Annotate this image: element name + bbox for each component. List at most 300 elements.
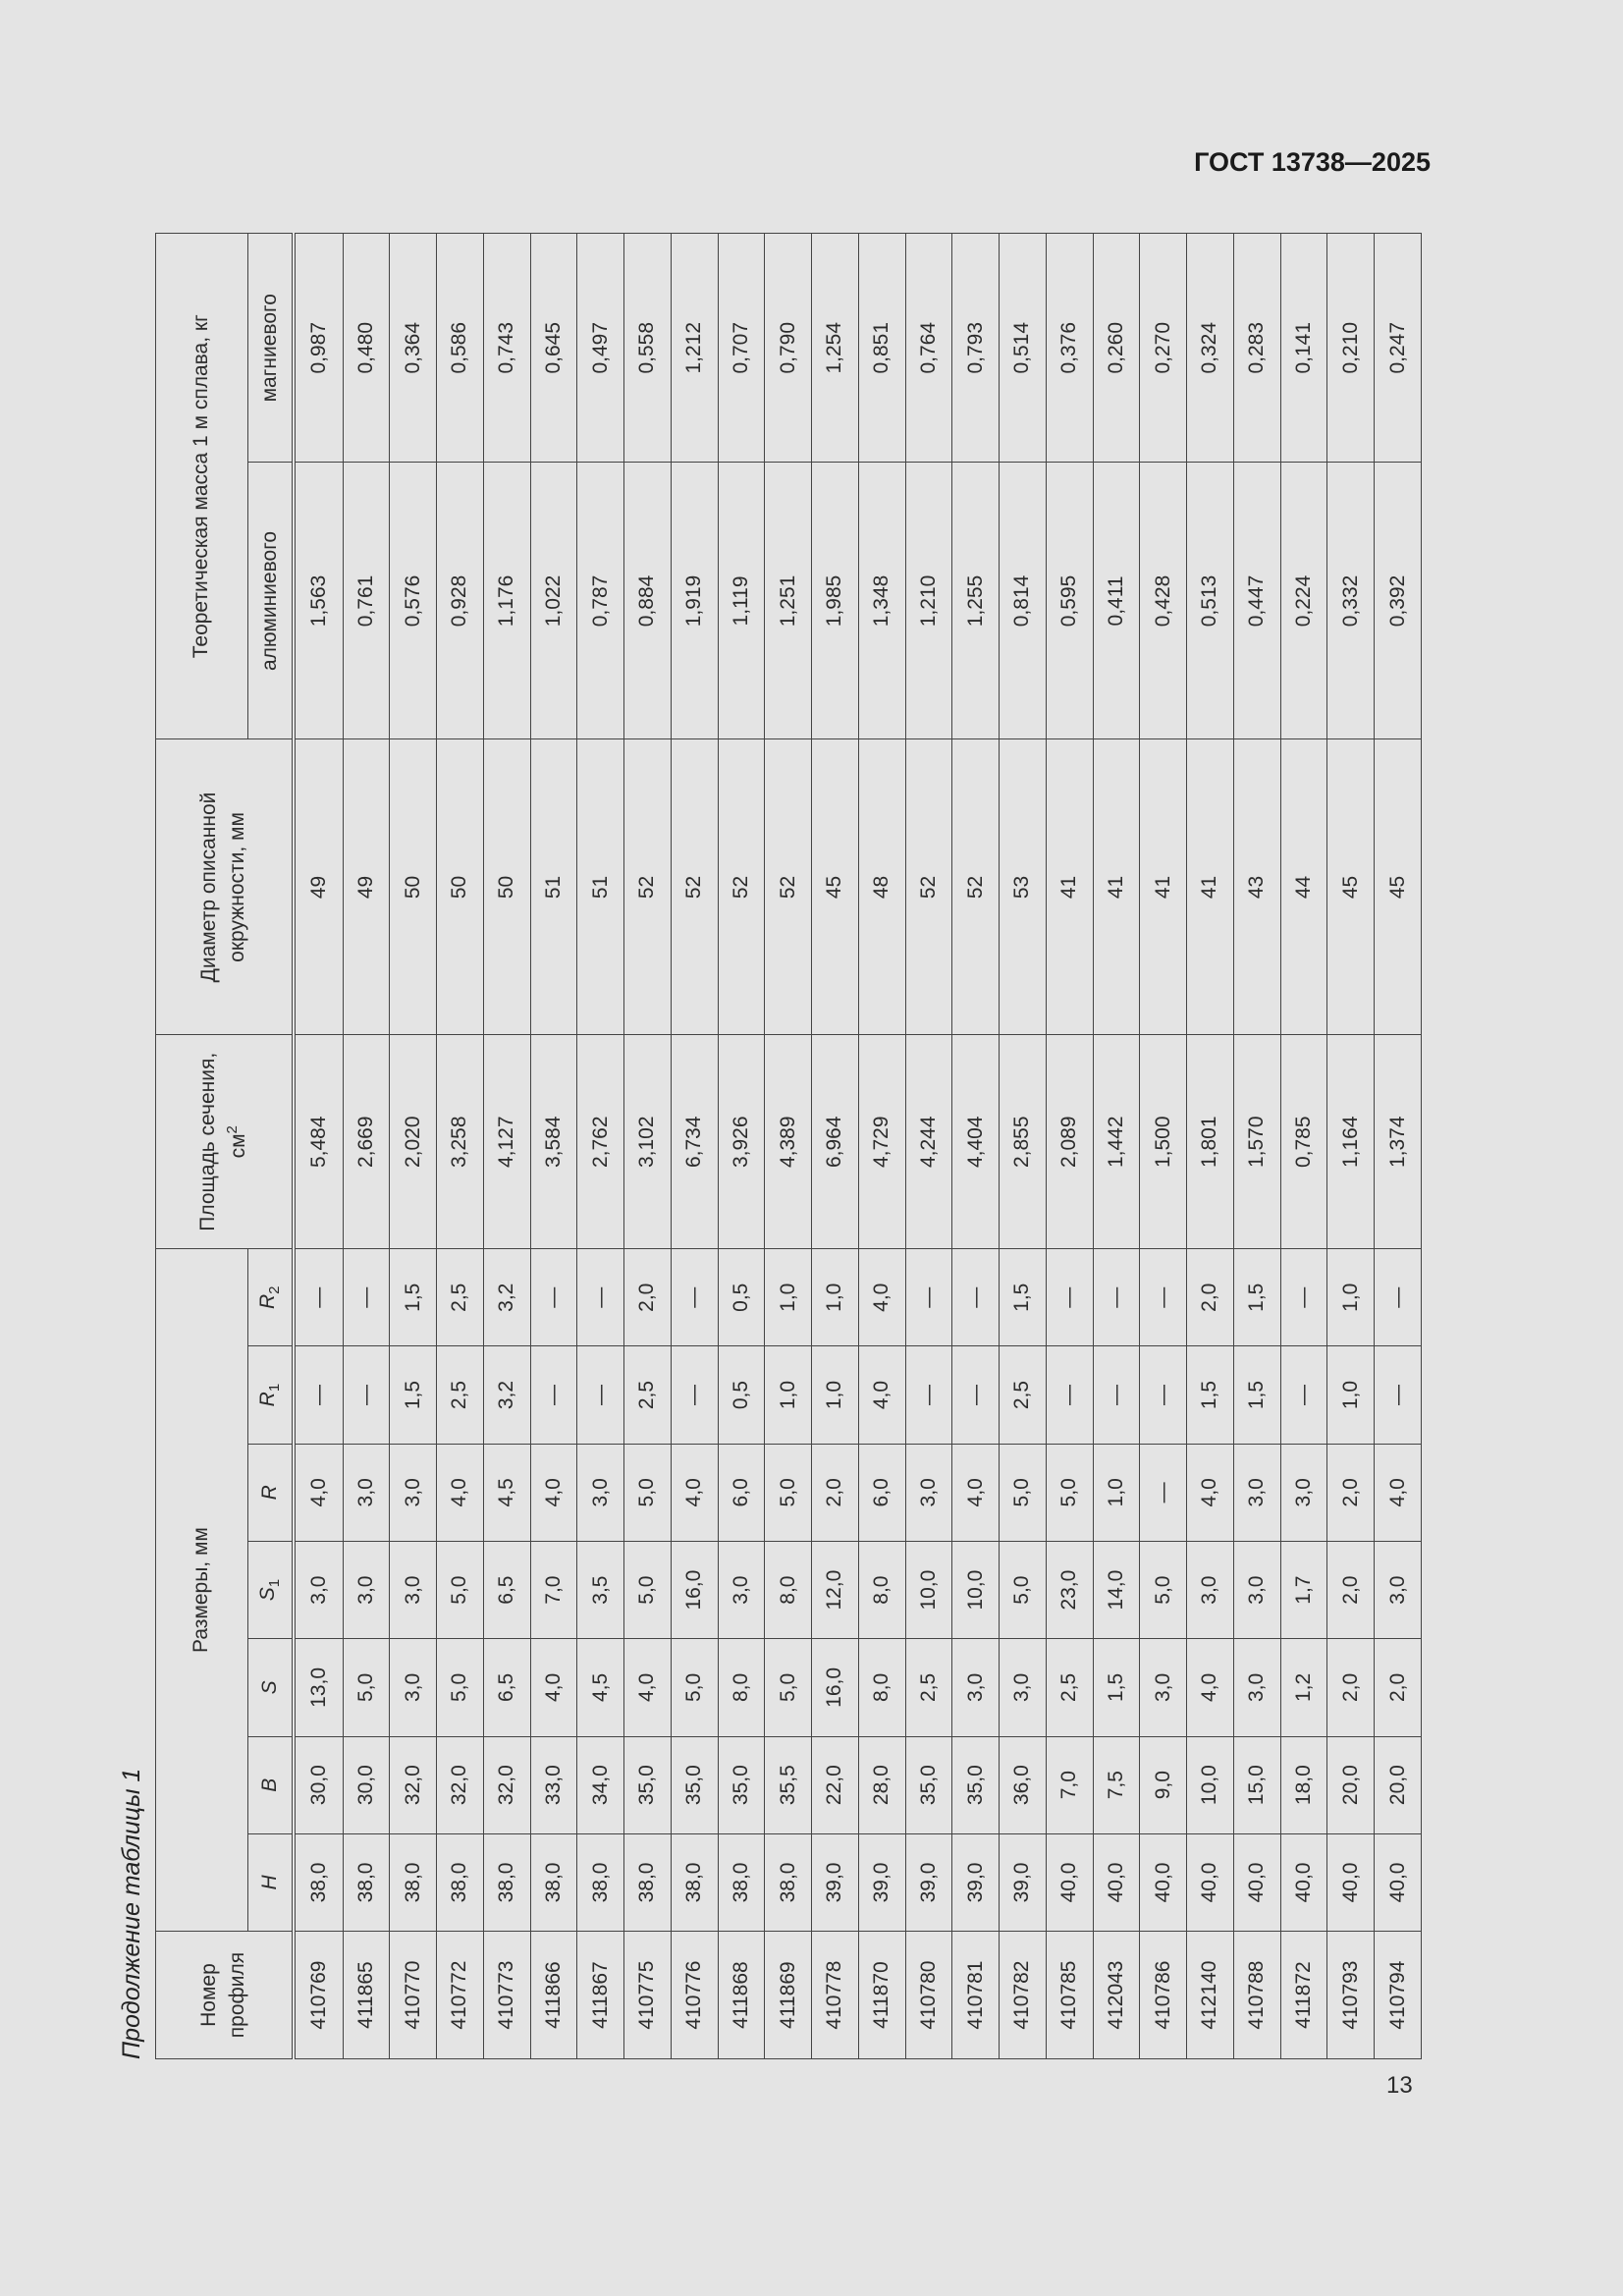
cell-S: 5,0 [765,1639,812,1736]
cell-S: 4,0 [624,1639,672,1736]
cell-H: 40,0 [1093,1833,1140,1931]
cell-S: 2,5 [1046,1639,1093,1736]
cell-mass-al: 1,022 [530,463,577,739]
cell-mass-al: 0,928 [437,463,484,739]
cell-R2: 3,2 [483,1249,530,1346]
cell-R1: — [671,1346,718,1444]
cell-S: 13,0 [294,1639,344,1736]
cell-B: 32,0 [390,1736,437,1833]
cell-R: 4,0 [671,1444,718,1541]
cell-B: 30,0 [294,1736,344,1833]
cell-R1: 2,5 [1000,1346,1047,1444]
cell-S1: 1,7 [1280,1541,1327,1638]
cell-R2: — [1140,1249,1187,1346]
cell-area: 4,389 [765,1035,812,1249]
cell-H: 39,0 [858,1833,905,1931]
cell-S: 3,0 [1233,1639,1280,1736]
cell-R2: 0,5 [718,1249,765,1346]
table-row [812,234,859,2059]
cell-profile: 410793 [1327,1932,1375,2059]
cell-profile: 410785 [1046,1932,1093,2059]
rotated-table-region [108,223,1426,2059]
cell-mass-al: 1,563 [294,463,344,739]
cell-B: 10,0 [1187,1736,1234,1833]
cell-mass-al: 1,210 [905,463,952,739]
cell-mass-al: 1,176 [483,463,530,739]
table-row [905,234,952,2059]
cell-S1: 16,0 [671,1541,718,1638]
cell-S1: 10,0 [905,1541,952,1638]
cell-R2: 2,5 [437,1249,484,1346]
table-body [294,234,1422,2059]
cell-B: 35,0 [905,1736,952,1833]
cell-area: 3,102 [624,1035,672,1249]
cell-area: 4,244 [905,1035,952,1249]
cell-R1: — [905,1346,952,1444]
cell-diameter: 45 [1375,739,1422,1035]
cell-S: 3,0 [1140,1639,1187,1736]
cell-profile: 412043 [1093,1932,1140,2059]
cell-mass-mg: 0,376 [1046,234,1093,463]
cell-mass-al: 0,513 [1187,463,1234,739]
cell-B: 15,0 [1233,1736,1280,1833]
cell-H: 39,0 [812,1833,859,1931]
cell-area: 1,500 [1140,1035,1187,1249]
cell-diameter: 44 [1280,739,1327,1035]
cell-area: 1,374 [1375,1035,1422,1249]
profiles-table [155,233,1422,2059]
cell-area: 2,855 [1000,1035,1047,1249]
cell-S1: 8,0 [858,1541,905,1638]
header-area-sup: 2 [223,1125,241,1134]
cell-R: 4,0 [952,1444,1000,1541]
cell-B: 30,0 [343,1736,390,1833]
cell-area: 2,762 [577,1035,624,1249]
cell-R: 2,0 [812,1444,859,1541]
cell-R: 3,0 [577,1444,624,1541]
cell-mass-mg: 0,586 [437,234,484,463]
cell-mass-al: 1,251 [765,463,812,739]
cell-R: 5,0 [624,1444,672,1541]
table-row [1327,234,1375,2059]
cell-profile: 410778 [812,1932,859,2059]
cell-mass-al: 0,761 [343,463,390,739]
cell-profile: 410773 [483,1932,530,2059]
cell-H: 38,0 [765,1833,812,1931]
cell-R: 6,0 [858,1444,905,1541]
cell-area: 4,404 [952,1035,1000,1249]
cell-B: 32,0 [437,1736,484,1833]
cell-B: 9,0 [1140,1736,1187,1833]
cell-area: 2,020 [390,1035,437,1249]
cell-S1: 7,0 [530,1541,577,1638]
cell-R1: 1,0 [765,1346,812,1444]
cell-B: 35,5 [765,1736,812,1833]
cell-area: 2,089 [1046,1035,1093,1249]
cell-area: 6,734 [671,1035,718,1249]
cell-profile: 410788 [1233,1932,1280,2059]
cell-R1: 2,5 [624,1346,672,1444]
cell-mass-mg: 0,480 [343,234,390,463]
cell-area: 1,442 [1093,1035,1140,1249]
header-dimensions: Размеры, мм [156,1249,248,1932]
cell-S1: 3,5 [577,1541,624,1638]
table-row [1046,234,1093,2059]
cell-S: 2,5 [905,1639,952,1736]
table-row [483,234,530,2059]
cell-R2: — [952,1249,1000,1346]
cell-diameter: 41 [1046,739,1093,1035]
cell-R1: 4,0 [858,1346,905,1444]
cell-mass-al: 0,787 [577,463,624,739]
cell-profile: 411872 [1280,1932,1327,2059]
cell-S: 3,0 [952,1639,1000,1736]
cell-H: 38,0 [390,1833,437,1931]
header-col-S1-letter: S [256,1587,280,1602]
cell-diameter: 41 [1093,739,1140,1035]
table-row [577,234,624,2059]
cell-R: 4,0 [1187,1444,1234,1541]
cell-S: 4,0 [530,1639,577,1736]
standard-code: ГОСТ 13738—2025 [1194,147,1431,177]
header-profile-number: Номер профиля [156,1932,294,2059]
cell-R1: — [1046,1346,1093,1444]
table-row [858,234,905,2059]
cell-S: 3,0 [1000,1639,1047,1736]
cell-diameter: 50 [483,739,530,1035]
cell-S: 2,0 [1375,1639,1422,1736]
cell-H: 39,0 [905,1833,952,1931]
cell-B: 32,0 [483,1736,530,1833]
cell-R1: 1,5 [390,1346,437,1444]
cell-area: 4,729 [858,1035,905,1249]
cell-B: 20,0 [1327,1736,1375,1833]
cell-R1: 1,0 [812,1346,859,1444]
cell-R2: 2,0 [1187,1249,1234,1346]
cell-R2: — [1280,1249,1327,1346]
cell-S: 1,2 [1280,1639,1327,1736]
table-row [765,234,812,2059]
cell-S1: 3,0 [1233,1541,1280,1638]
cell-S: 5,0 [343,1639,390,1736]
cell-mass-al: 1,919 [671,463,718,739]
cell-R2: — [343,1249,390,1346]
table-row [1280,234,1327,2059]
cell-area: 3,926 [718,1035,765,1249]
cell-B: 28,0 [858,1736,905,1833]
cell-R: 3,0 [1280,1444,1327,1541]
cell-R: 4,0 [1375,1444,1422,1541]
cell-B: 35,0 [671,1736,718,1833]
cell-profile: 411865 [343,1932,390,2059]
cell-mass-al: 0,224 [1280,463,1327,739]
cell-R: 3,0 [343,1444,390,1541]
cell-S1: 3,0 [343,1541,390,1638]
cell-B: 35,0 [718,1736,765,1833]
table-row [530,234,577,2059]
table-row [1093,234,1140,2059]
header-diameter: Диаметр описанной окружности, мм [156,739,294,1035]
cell-area: 1,570 [1233,1035,1280,1249]
cell-R2: 1,0 [1327,1249,1375,1346]
cell-H: 38,0 [718,1833,765,1931]
header-area-text: Площадь сечения, см [196,1052,249,1231]
header-mass-mg: магниевого [248,234,294,463]
cell-R2: — [671,1249,718,1346]
cell-diameter: 52 [624,739,672,1035]
cell-profile: 410772 [437,1932,484,2059]
cell-R: 2,0 [1327,1444,1375,1541]
cell-area: 5,484 [294,1035,344,1249]
cell-R2: — [1046,1249,1093,1346]
cell-H: 40,0 [1187,1833,1234,1931]
cell-H: 38,0 [530,1833,577,1931]
cell-R2: 1,0 [812,1249,859,1346]
table-row [1000,234,1047,2059]
header-mass-al: алюминиевого [248,463,294,739]
cell-S: 16,0 [812,1639,859,1736]
table-row [294,234,344,2059]
cell-S: 1,5 [1093,1639,1140,1736]
cell-B: 7,5 [1093,1736,1140,1833]
cell-area: 0,785 [1280,1035,1327,1249]
cell-diameter: 52 [952,739,1000,1035]
cell-R: 5,0 [1000,1444,1047,1541]
cell-S1: 8,0 [765,1541,812,1638]
header-col-R1-letter: R [256,1392,280,1407]
cell-mass-mg: 0,790 [765,234,812,463]
cell-R1: 1,0 [1327,1346,1375,1444]
header-col-R1-sub: 1 [266,1383,284,1393]
cell-S1: 3,0 [1187,1541,1234,1638]
cell-S1: 23,0 [1046,1541,1093,1638]
cell-diameter: 52 [671,739,718,1035]
cell-B: 34,0 [577,1736,624,1833]
header-col-S1-sub: 1 [266,1578,284,1588]
cell-mass-al: 1,255 [952,463,1000,739]
cell-H: 40,0 [1375,1833,1422,1931]
cell-profile: 410786 [1140,1932,1187,2059]
cell-H: 40,0 [1233,1833,1280,1931]
cell-mass-mg: 0,987 [294,234,344,463]
header-mass: Теоретическая масса 1 м сплава, кг [156,234,248,739]
cell-R1: — [1140,1346,1187,1444]
cell-S1: 14,0 [1093,1541,1140,1638]
cell-mass-mg: 0,743 [483,234,530,463]
cell-R2: 2,0 [624,1249,672,1346]
cell-mass-al: 0,411 [1093,463,1140,739]
cell-mass-mg: 0,645 [530,234,577,463]
cell-R: 5,0 [765,1444,812,1541]
header-col-R: R [248,1444,294,1541]
cell-R: 4,0 [294,1444,344,1541]
table-caption: Продолжение таблицы 1 [118,1768,145,2059]
header-col-H: H [248,1833,294,1931]
cell-R1: 3,2 [483,1346,530,1444]
cell-R2: — [530,1249,577,1346]
cell-area: 1,164 [1327,1035,1375,1249]
cell-R2: 1,5 [390,1249,437,1346]
cell-mass-al: 0,576 [390,463,437,739]
cell-S1: 12,0 [812,1541,859,1638]
table-row [437,234,484,2059]
table-row [1233,234,1280,2059]
cell-diameter: 50 [390,739,437,1035]
cell-S: 5,0 [437,1639,484,1736]
cell-R: — [1140,1444,1187,1541]
table-row [390,234,437,2059]
cell-S1: 3,0 [390,1541,437,1638]
cell-diameter: 52 [718,739,765,1035]
cell-R: 5,0 [1046,1444,1093,1541]
cell-S: 5,0 [671,1639,718,1736]
cell-mass-al: 0,595 [1046,463,1093,739]
cell-R1: — [1093,1346,1140,1444]
cell-profile: 410782 [1000,1932,1047,2059]
table-row [1187,234,1234,2059]
cell-B: 7,0 [1046,1736,1093,1833]
cell-area: 1,801 [1187,1035,1234,1249]
table-row [624,234,672,2059]
cell-diameter: 49 [343,739,390,1035]
cell-B: 22,0 [812,1736,859,1833]
cell-R1: — [952,1346,1000,1444]
cell-S1: 3,0 [294,1541,344,1638]
cell-S: 6,5 [483,1639,530,1736]
cell-B: 18,0 [1280,1736,1327,1833]
cell-S1: 5,0 [437,1541,484,1638]
cell-mass-mg: 0,364 [390,234,437,463]
header-col-R2-sub: 2 [266,1285,284,1294]
cell-R: 4,5 [483,1444,530,1541]
cell-H: 38,0 [294,1833,344,1931]
page-number: 13 [1386,2072,1413,2099]
cell-H: 38,0 [483,1833,530,1931]
cell-mass-mg: 0,851 [858,234,905,463]
cell-mass-al: 1,348 [858,463,905,739]
cell-mass-mg: 0,514 [1000,234,1047,463]
cell-H: 40,0 [1140,1833,1187,1931]
cell-profile: 410769 [294,1932,344,2059]
cell-B: 36,0 [1000,1736,1047,1833]
cell-B: 20,0 [1375,1736,1422,1833]
cell-H: 40,0 [1046,1833,1093,1931]
cell-H: 38,0 [343,1833,390,1931]
cell-B: 35,0 [952,1736,1000,1833]
cell-H: 38,0 [671,1833,718,1931]
cell-mass-mg: 0,793 [952,234,1000,463]
cell-R1: — [577,1346,624,1444]
table-row [718,234,765,2059]
cell-S: 8,0 [858,1639,905,1736]
cell-mass-mg: 0,247 [1375,234,1422,463]
cell-S1: 3,0 [718,1541,765,1638]
cell-H: 38,0 [577,1833,624,1931]
cell-profile: 410794 [1375,1932,1422,2059]
cell-diameter: 51 [577,739,624,1035]
cell-S: 8,0 [718,1639,765,1736]
cell-area: 3,584 [530,1035,577,1249]
cell-H: 40,0 [1280,1833,1327,1931]
header-col-S1 [248,1541,294,1638]
cell-H: 40,0 [1327,1833,1375,1931]
cell-H: 38,0 [624,1833,672,1931]
cell-R1: — [1375,1346,1422,1444]
cell-R2: — [1093,1249,1140,1346]
table-row [343,234,390,2059]
cell-mass-al: 0,447 [1233,463,1280,739]
cell-diameter: 45 [812,739,859,1035]
cell-diameter: 43 [1233,739,1280,1035]
cell-R: 4,0 [530,1444,577,1541]
cell-diameter: 49 [294,739,344,1035]
cell-diameter: 51 [530,739,577,1035]
header-col-R2 [248,1249,294,1346]
table-row [1140,234,1187,2059]
cell-S: 2,0 [1327,1639,1375,1736]
cell-mass-al: 0,884 [624,463,672,739]
cell-diameter: 41 [1187,739,1234,1035]
cell-mass-mg: 0,283 [1233,234,1280,463]
cell-R1: 1,5 [1233,1346,1280,1444]
cell-mass-mg: 0,141 [1280,234,1327,463]
cell-S1: 10,0 [952,1541,1000,1638]
cell-area: 4,127 [483,1035,530,1249]
cell-profile: 411866 [530,1932,577,2059]
cell-profile: 410775 [624,1932,672,2059]
cell-diameter: 48 [858,739,905,1035]
cell-mass-al: 0,332 [1327,463,1375,739]
cell-R2: 1,5 [1000,1249,1047,1346]
cell-R2: — [1375,1249,1422,1346]
cell-mass-mg: 1,212 [671,234,718,463]
cell-H: 38,0 [437,1833,484,1931]
cell-area: 6,964 [812,1035,859,1249]
cell-R1: — [530,1346,577,1444]
cell-mass-mg: 0,270 [1140,234,1187,463]
cell-R2: — [577,1249,624,1346]
cell-S1: 2,0 [1327,1541,1375,1638]
cell-profile: 410770 [390,1932,437,2059]
cell-mass-al: 0,392 [1375,463,1422,739]
cell-H: 39,0 [1000,1833,1047,1931]
cell-R2: — [905,1249,952,1346]
cell-R1: 1,5 [1187,1346,1234,1444]
cell-R1: 0,5 [718,1346,765,1444]
cell-diameter: 53 [1000,739,1047,1035]
cell-mass-mg: 0,497 [577,234,624,463]
cell-profile: 412140 [1187,1932,1234,2059]
cell-R: 3,0 [1233,1444,1280,1541]
table-row [1375,234,1422,2059]
header-col-R2-letter: R [256,1293,280,1309]
header-col-B: B [248,1736,294,1833]
cell-profile: 411870 [858,1932,905,2059]
cell-profile: 411867 [577,1932,624,2059]
cell-mass-mg: 0,324 [1187,234,1234,463]
cell-diameter: 52 [765,739,812,1035]
cell-R: 3,0 [390,1444,437,1541]
cell-R2: 4,0 [858,1249,905,1346]
cell-diameter: 41 [1140,739,1187,1035]
cell-B: 33,0 [530,1736,577,1833]
cell-profile: 411868 [718,1932,765,2059]
cell-S1: 3,0 [1375,1541,1422,1638]
cell-R: 1,0 [1093,1444,1140,1541]
cell-S1: 6,5 [483,1541,530,1638]
cell-mass-al: 1,985 [812,463,859,739]
cell-mass-mg: 0,210 [1327,234,1375,463]
